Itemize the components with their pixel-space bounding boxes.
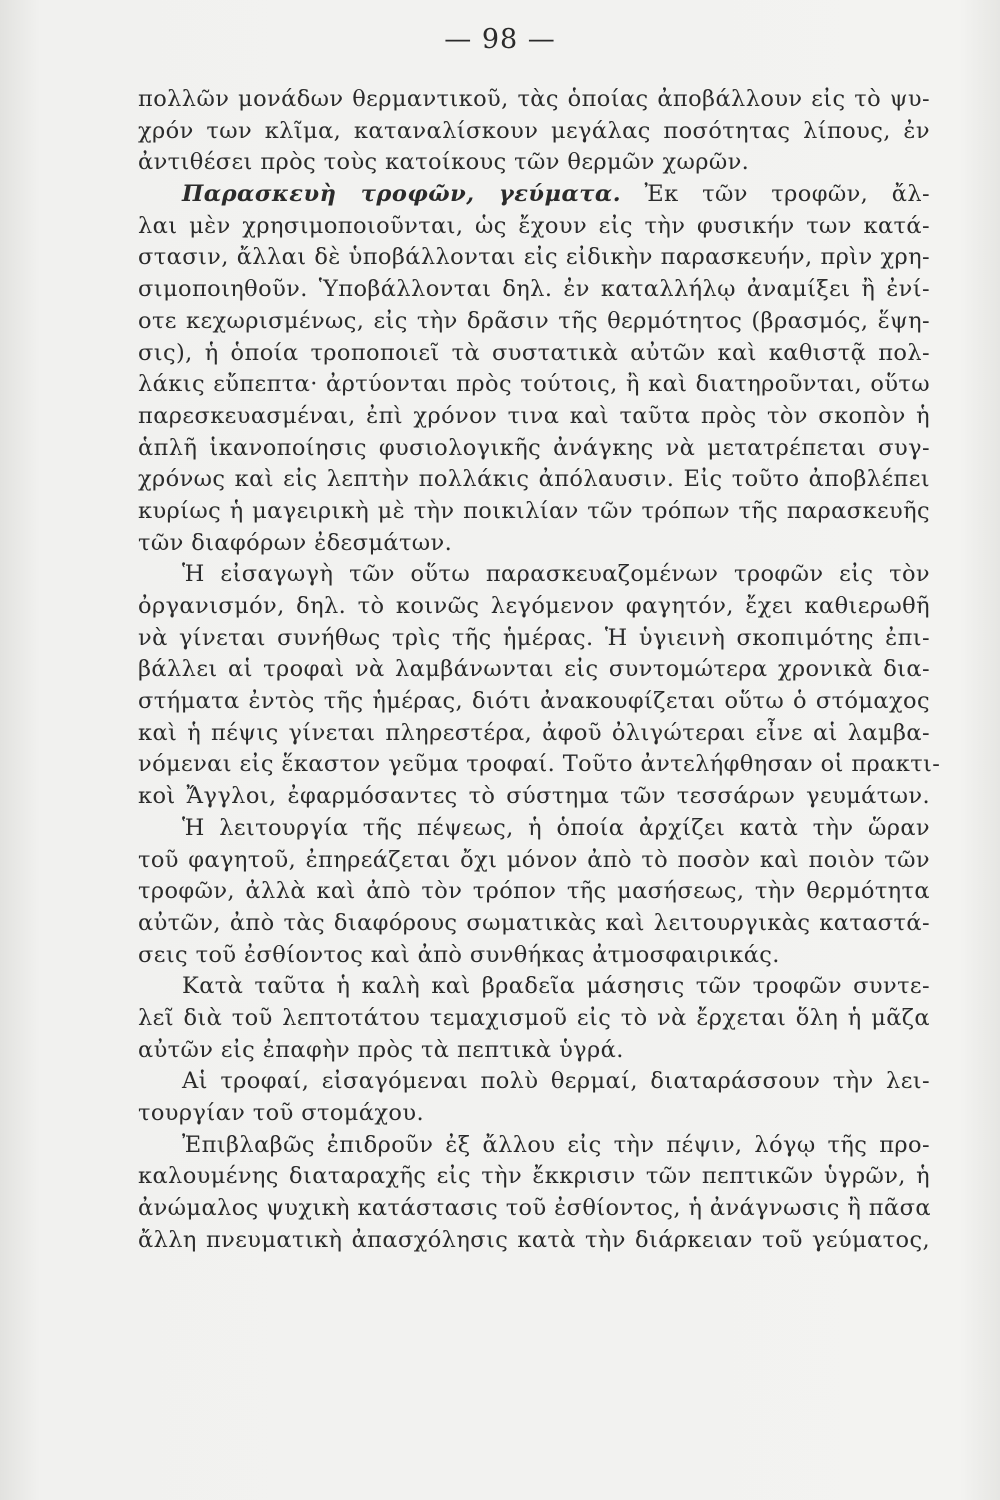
text-line: αὐτῶν εἰς ἐπαφὴν πρὸς τὰ πεπτικὰ ὑγρά. bbox=[138, 1036, 624, 1063]
text-line: πολλῶν μονάδων θερμαντικοῦ, τὰς ὁποίας ἀποβάλλουν εἰς τὸ ψυ- bbox=[138, 86, 930, 112]
text-line: νὰ γίνεται συνήθως τρὶς τῆς ἡμέρας. Ἡ ὑγιεινὴ σκοπιμότης ἐπι- bbox=[138, 624, 930, 651]
text-line: στασιν, ἄλλαι δὲ ὑποβάλλονται εἰς εἰδικὴν παρασκευήν, πρὶν χρη- bbox=[138, 244, 930, 271]
text-line: χρόνως καὶ εἰς λεπτὴν πολλάκις ἀπόλαυσιν. Εἰς τοῦτο ἀποβλέπει bbox=[138, 466, 930, 493]
text-line: λαι μὲν χρησιμοποιοῦνται, ὡς ἔχουν εἰς τὴν φυσικήν των κατά- bbox=[138, 212, 930, 239]
text-line: τουργίαν τοῦ στομάχου. bbox=[138, 1100, 424, 1126]
text-line: νόμεναι εἰς ἕκαστον γεῦμα τροφαί. Τοῦτο ἀντελήφθησαν οἱ πρακτι- bbox=[138, 751, 941, 778]
text-line: τοῦ φαγητοῦ, ἐπηρεάζεται ὄχι μόνον ἀπὸ τὸ ποσὸν καὶ ποιὸν τῶν bbox=[138, 846, 930, 873]
section-heading: Παρασκευὴ τροφῶν, γεύματα. bbox=[182, 181, 622, 208]
text-line: κυρίως ἡ μαγειρικὴ μὲ τὴν ποικιλίαν τῶν τρόπων τῆς παρασκευῆς bbox=[138, 497, 930, 524]
text-line: οτε κεχωρισμένως, εἰς τὴν δρᾶσιν τῆς θερμότητος (βρασμός, ἕψη- bbox=[138, 307, 930, 334]
text-line: Ἡ εἰσαγωγὴ τῶν οὕτω παρασκευαζομένων τροφῶν εἰς τὸν bbox=[182, 561, 930, 588]
text-line: σεις τοῦ ἐσθίοντος καὶ ἀπὸ συνθήκας ἀτμοσφαιρικάς. bbox=[138, 941, 780, 968]
text-line: καλουμένης διαταραχῆς εἰς τὴν ἔκκρισιν τῶν πεπτικῶν ὑγρῶν, ἡ bbox=[138, 1163, 930, 1190]
text-line: ἀντιθέσει πρὸς τοὺς κατοίκους τῶν θερμῶν χωρῶν. bbox=[138, 149, 750, 176]
text-line: λάκις εὔπεπτα· ἀρτύονται πρὸς τούτοις, ἢ καὶ διατηροῦνται, οὕτω bbox=[138, 371, 930, 398]
text-line: βάλλει αἱ τροφαὶ νὰ λαμβάνωνται εἰς συντομώτερα χρονικὰ δια- bbox=[138, 656, 930, 683]
text-line: χρόν των κλῖμα, καταναλίσκουν μεγάλας ποσότητας λίπους, ἐν bbox=[138, 117, 930, 144]
text-line: Ἐπιβλαβῶς ἐπιδροῦν ἐξ ἄλλου εἰς τὴν πέψιν, λόγῳ τῆς προ- bbox=[182, 1131, 930, 1158]
text-line: στήματα ἐντὸς τῆς ἡμέρας, διότι ἀνακουφίζεται οὕτω ὁ στόμαχος bbox=[138, 688, 930, 715]
text-line: Ἡ λειτουργία τῆς πέψεως, ἡ ὁποία ἀρχίζει κατὰ τὴν ὥραν bbox=[182, 814, 930, 841]
text-fragment: Ἐκ τῶν τροφῶν, ἄλ- bbox=[621, 181, 930, 208]
text-line: ὀργανισμόν, δηλ. τὸ κοινῶς λεγόμενον φαγητόν, ἔχει καθιερωθῆ bbox=[138, 593, 930, 619]
text-line: αὐτῶν, ἀπὸ τὰς διαφόρους σωματικὰς καὶ λειτουργικὰς καταστά- bbox=[138, 909, 930, 936]
text-line: τῶν διαφόρων ἐδεσμάτων. bbox=[138, 529, 453, 556]
section-heading-line bbox=[138, 179, 930, 211]
text-line: παρεσκευασμέναι, ἐπὶ χρόνον τινα καὶ ταῦτα πρὸς τὸν σκοπὸν ἡ bbox=[138, 402, 930, 429]
text-line: σιμοποιηθοῦν. Ὑποβάλλονται δηλ. ἐν καταλλήλῳ ἀναμίξει ἢ ἐνί- bbox=[138, 276, 930, 303]
text-line: λεῖ διὰ τοῦ λεπτοτάτου τεμαχισμοῦ εἰς τὸ νὰ ἔρχεται ὅλη ἡ μᾶζα bbox=[138, 1004, 930, 1031]
text-line: ἁπλῆ ἱκανοποίησις φυσιολογικῆς ἀνάγκης νὰ μετατρέπεται συγ- bbox=[138, 434, 930, 461]
text-line: Κατὰ ταῦτα ἡ καλὴ καὶ βραδεῖα μάσησις τῶν τροφῶν συντε- bbox=[182, 973, 930, 1000]
text-line: ἀνώμαλος ψυχικὴ κατάστασις τοῦ ἐσθίοντος, ἡ ἀνάγνωσις ἢ πᾶσα bbox=[138, 1195, 931, 1222]
text-line: τροφῶν, ἀλλὰ καὶ ἀπὸ τὸν τρόπον τῆς μασήσεως, τὴν θερμότητα bbox=[138, 878, 930, 905]
text-line: καὶ ἡ πέψις γίνεται πληρεστέρα, ἀφοῦ ὀλιγώτεραι εἶνε αἱ λαμβα- bbox=[138, 719, 930, 746]
body-text bbox=[138, 84, 941, 1256]
text-line: ἄλλη πνευματικὴ ἀπασχόλησις κατὰ τὴν διάρκειαν τοῦ γεύματος, bbox=[138, 1226, 930, 1253]
text-line: Αἱ τροφαί, εἰσαγόμεναι πολὺ θερμαί, διαταράσσουν τὴν λει- bbox=[182, 1068, 930, 1095]
page-number: — 98 — bbox=[444, 24, 556, 55]
text-line: σις), ἡ ὁποία τροποποιεῖ τὰ συστατικὰ αὐτῶν καὶ καθιστᾷ πολ- bbox=[138, 339, 930, 366]
text-line: κοὶ Ἄγγλοι, ἐφαρμόσαντες τὸ σύστημα τῶν τεσσάρων γευμάτων. bbox=[138, 783, 930, 810]
